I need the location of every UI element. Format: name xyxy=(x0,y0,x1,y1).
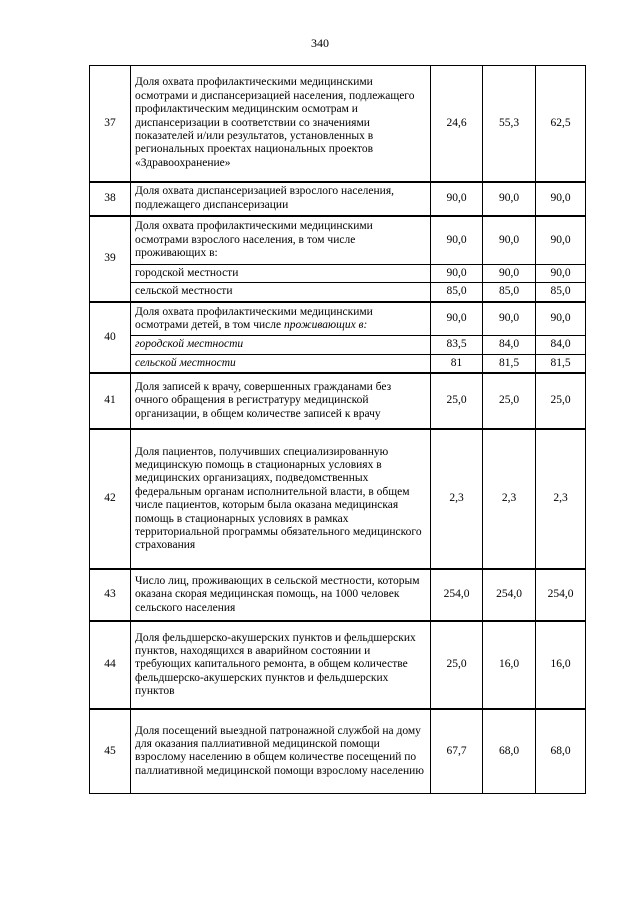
value-cell: 81,5 xyxy=(536,354,586,373)
value-cell: 85,0 xyxy=(431,283,483,302)
value-cell: 90,0 xyxy=(431,216,483,265)
table-row xyxy=(90,429,586,569)
value-cell: 85,0 xyxy=(483,283,536,302)
indicator-text-italic: проживающих в: xyxy=(283,319,368,332)
value-cell: 16,0 xyxy=(483,621,536,709)
table-subrow xyxy=(90,336,586,354)
table-row xyxy=(90,182,586,216)
table-subrow xyxy=(90,354,586,373)
subrow-text: городской местности xyxy=(131,265,431,283)
value-cell: 254,0 xyxy=(536,569,586,621)
value-cell: 90,0 xyxy=(483,182,536,216)
table-row xyxy=(90,709,586,793)
value-cell: 254,0 xyxy=(431,569,483,621)
value-cell: 84,0 xyxy=(536,336,586,354)
indicator-text: Число лиц, проживающих в сельской местности, которым оказана скорая медицинская помощь, на 1000 человек сельского населения xyxy=(131,569,431,621)
table-subrow xyxy=(90,265,586,283)
value-cell: 25,0 xyxy=(431,373,483,429)
row-number: 39 xyxy=(90,216,131,302)
value-cell: 81 xyxy=(431,354,483,373)
page-number: 340 xyxy=(311,36,329,50)
value-cell: 2,3 xyxy=(536,429,586,569)
value-cell: 90,0 xyxy=(536,182,586,216)
indicator-text xyxy=(131,302,431,336)
value-cell: 55,3 xyxy=(483,66,536,182)
indicator-text: Доля посещений выездной патронажной службой на дому для оказания паллиативной медицинской помощи взрослому населению в общем количестве посещений по паллиативной медицинской помощи взрослому населению xyxy=(131,709,431,793)
table-row xyxy=(90,621,586,709)
subrow-text: сельской местности xyxy=(131,354,431,373)
value-cell: 81,5 xyxy=(483,354,536,373)
value-cell: 2,3 xyxy=(483,429,536,569)
value-cell: 90,0 xyxy=(536,216,586,265)
value-cell: 90,0 xyxy=(483,216,536,265)
value-cell: 68,0 xyxy=(483,709,536,793)
subrow-text: городской местности xyxy=(131,336,431,354)
indicator-text: Доля пациентов, получивших специализированную медицинскую помощь в стационарных условиях в медицинских организациях, подведомственных федеральным органам исполнительной власти, в общем числе пациентов, которым была оказана медицинская помощь в стационарных условиях в рамках территориальной программы обязательного медицинского страхования xyxy=(131,429,431,569)
table-row xyxy=(90,569,586,621)
table-row xyxy=(90,302,586,336)
value-cell: 68,0 xyxy=(536,709,586,793)
value-cell: 67,7 xyxy=(431,709,483,793)
value-cell: 90,0 xyxy=(483,265,536,283)
value-cell: 2,3 xyxy=(431,429,483,569)
table-row xyxy=(90,216,586,265)
subrow-text: сельской местности xyxy=(131,283,431,302)
value-cell: 90,0 xyxy=(431,182,483,216)
row-number: 38 xyxy=(90,182,131,216)
row-number: 41 xyxy=(90,373,131,429)
value-cell: 85,0 xyxy=(536,283,586,302)
row-number: 42 xyxy=(90,429,131,569)
value-cell: 25,0 xyxy=(431,621,483,709)
row-number: 40 xyxy=(90,302,131,373)
indicator-text: Доля охвата диспансеризацией взрослого населения, подлежащего диспансеризации xyxy=(131,182,431,216)
indicator-text: Доля охвата профилактическими медицинскими осмотрами взрослого населения, в том числе проживающих в: xyxy=(131,216,431,265)
indicator-text-main: Доля охвата профилактическими медицинскими осмотрами детей, в том числе xyxy=(135,305,373,332)
value-cell: 90,0 xyxy=(483,302,536,336)
value-cell: 90,0 xyxy=(431,265,483,283)
value-cell: 90,0 xyxy=(431,302,483,336)
indicator-text: Доля охвата профилактическими медицинскими осмотрами и диспансеризацией населения, подлежащего профилактическим медицинским осмотрам и диспансеризации в соответствии со значениями показателей и/или результатов, установленных в региональных проектах национальных проектов «Здравоохранение» xyxy=(131,66,431,182)
value-cell: 84,0 xyxy=(483,336,536,354)
indicator-text: Доля записей к врачу, совершенных гражданами без очного обращения в регистратуру медицинской организации, в общем количестве записей к врачу xyxy=(131,373,431,429)
value-cell: 90,0 xyxy=(536,265,586,283)
value-cell: 25,0 xyxy=(536,373,586,429)
table-subrow xyxy=(90,283,586,302)
row-number: 43 xyxy=(90,569,131,621)
indicators-table xyxy=(89,65,586,794)
value-cell: 24,6 xyxy=(431,66,483,182)
value-cell: 16,0 xyxy=(536,621,586,709)
row-number: 37 xyxy=(90,66,131,182)
value-cell: 62,5 xyxy=(536,66,586,182)
value-cell: 90,0 xyxy=(536,302,586,336)
indicator-text: Доля фельдшерско-акушерских пунктов и фельдшерских пунктов, находящихся в аварийном состоянии и требующих капитального ремонта, в общем количестве фельдшерско-акушерских пунктов и фельдшерских пунктов xyxy=(131,621,431,709)
value-cell: 25,0 xyxy=(483,373,536,429)
value-cell: 254,0 xyxy=(483,569,536,621)
row-number: 45 xyxy=(90,709,131,793)
table-row xyxy=(90,66,586,182)
table-row xyxy=(90,373,586,429)
row-number: 44 xyxy=(90,621,131,709)
value-cell: 83,5 xyxy=(431,336,483,354)
